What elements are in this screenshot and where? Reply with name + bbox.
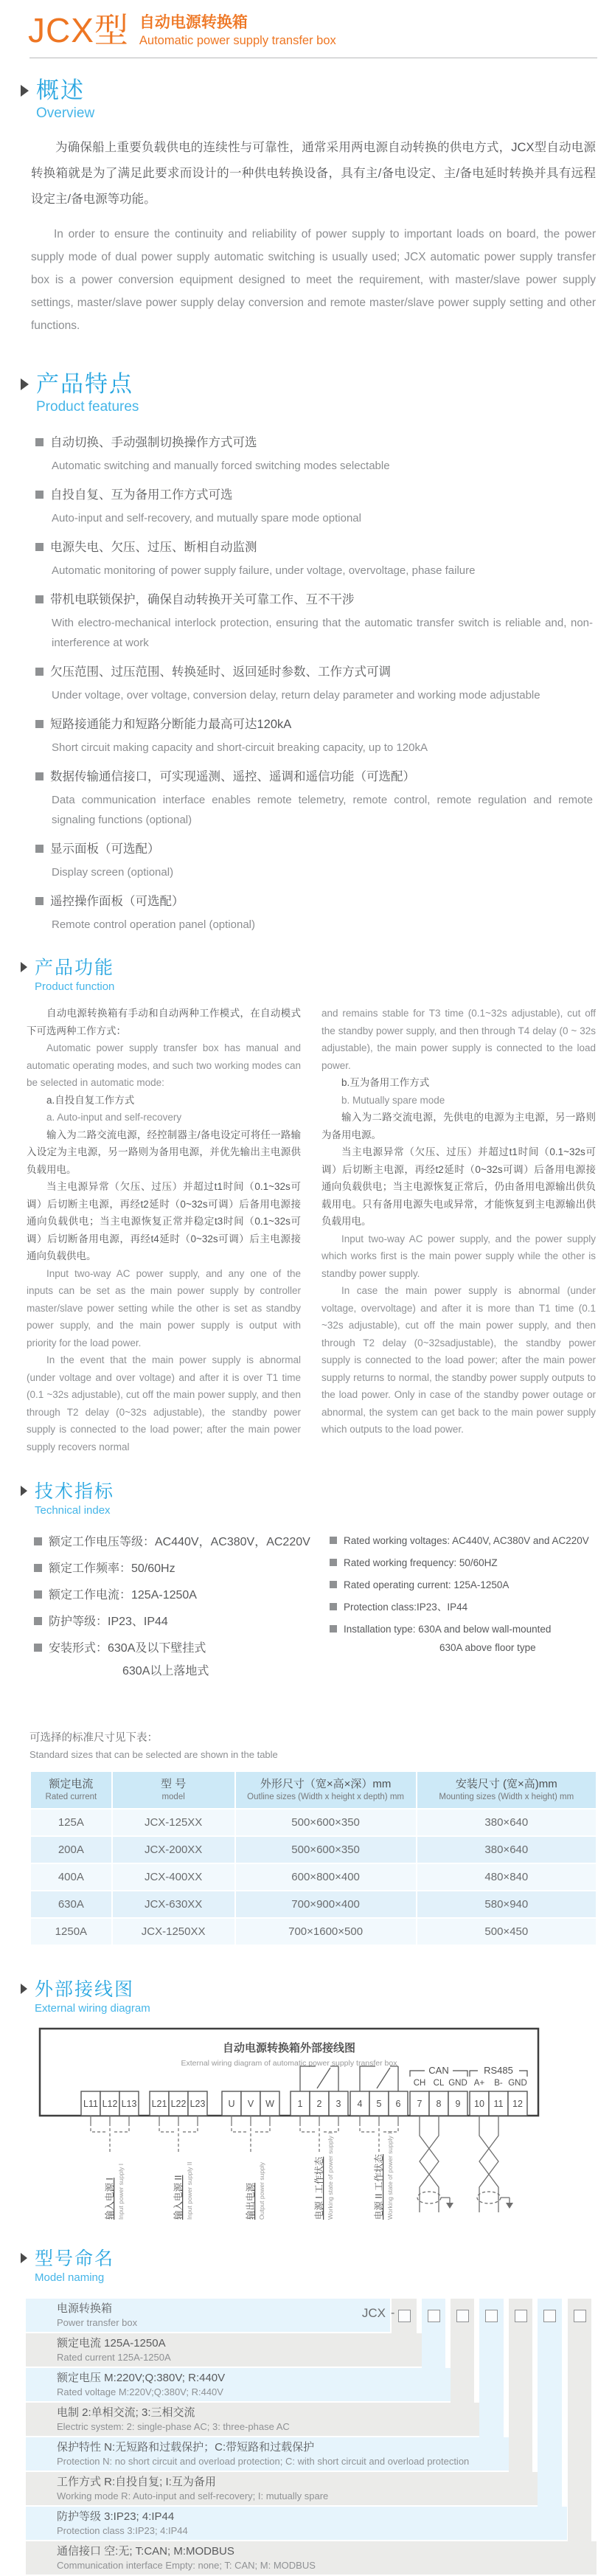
- section-arrow-icon: [21, 85, 29, 97]
- svg-text:L13: L13: [121, 2099, 137, 2109]
- feature-item: [50, 538, 596, 581]
- tech-item-text: 额定工作电压等级：AC440V，AC380V，AC220V: [49, 1536, 310, 1548]
- square-bullet-icon: [34, 1644, 42, 1652]
- group-bracket: [91, 2116, 398, 2153]
- svg-text:L11: L11: [83, 2099, 98, 2109]
- feature-text-en: Remote control operation panel (optional): [52, 918, 255, 931]
- feature-item: [50, 767, 596, 830]
- tech-item-text: Installation type: 630A and below wall-mounted: [344, 1624, 552, 1635]
- svg-text:L21: L21: [151, 2099, 167, 2109]
- product-model: JCX型: [28, 11, 129, 49]
- overview-heading-zh: 概述: [36, 77, 85, 103]
- code-column: [479, 2299, 504, 2471]
- function-paragraph: 输入为二路交流电源，经控制器主/备电设定可将任一路输入设定为主电源，另一路则为备用电源，并优先输出主电源供负载用电。: [27, 1129, 301, 1175]
- model-separator: -: [391, 2307, 395, 2319]
- code-box-icon: [398, 2310, 411, 2322]
- naming-row: 保护特性 N:无短路和过载保护；C:带短路和过载保护 Protection N: no short circuit and overload protection; C: with short circuit and overload protection: [26, 2437, 509, 2471]
- section-arrow-icon: [21, 1984, 27, 1994]
- function-left-column: [27, 1005, 301, 1455]
- square-bullet-icon: [330, 1603, 337, 1610]
- function-paragraph: Input two-way AC power supply, and the power supply which works first is the main power supply while the other is standby power supply.: [321, 1233, 596, 1279]
- table-header-row: [31, 1772, 596, 1808]
- function-paragraph: In case the main power supply is abnormal (under voltage, overvoltage) and after it is more than T1 time (0.1 ~32s adjustable), cut off the main power supply, and then through T2 delay (0~32sadjustable), the standby power supply is connected to the load power; after the main power supply returns to normal, the standby power supply outputs to the load power. Only in case of the standby power outage or abnormal, the system can get back to the main power supply which outputs to the load power.: [321, 1285, 596, 1435]
- feature-text-zh: 数据传输通信接口，可实现遥测、遥控、遥调和遥信功能（可选配）: [50, 770, 415, 783]
- function-paragraph: 自动电源转换箱有手动和自动两种工作模式，在自动模式下可选两种工作方式：: [27, 1008, 301, 1036]
- tech-item: [34, 1613, 329, 1631]
- function-paragraph: a. Auto-input and self-recovery: [46, 1112, 182, 1123]
- svg-text:U: U: [228, 2099, 235, 2109]
- square-bullet-icon: [34, 1537, 42, 1545]
- svg-text:1: 1: [297, 2099, 303, 2109]
- tech-item-text: Rated working frequency: 50/60HZ: [344, 1557, 498, 1568]
- tech-item: [34, 1586, 329, 1604]
- code-box-icon: [485, 2310, 498, 2322]
- svg-text:输出电源: 输出电源: [246, 2182, 256, 2220]
- square-bullet-icon: [34, 1590, 42, 1599]
- sizes-note-en: Standard sizes that can be selected are shown in the table: [29, 1749, 278, 1760]
- square-bullet-icon: [34, 1617, 42, 1625]
- naming-row: 工作方式 R:自投自复; I:互为备用 Working mode R: Auto-input and self-recovery; I: mutually spare: [26, 2472, 538, 2505]
- feature-item: [50, 433, 596, 476]
- feature-item: [50, 662, 596, 705]
- square-bullet-icon: [35, 438, 44, 446]
- wiring-heading-en: External wiring diagram: [35, 2002, 150, 2015]
- code-column: [509, 2299, 532, 2505]
- column-header: 安装尺寸 (宽×高)mm Mounting sizes (Width x height) mm: [417, 1772, 596, 1808]
- svg-text:电源 I 工作状态: 电源 I 工作状态: [314, 2156, 324, 2220]
- svg-text:电源 II 工作状态: 电源 II 工作状态: [374, 2154, 384, 2220]
- feature-item: [50, 839, 596, 882]
- svg-text:6: 6: [395, 2099, 401, 2109]
- overview-paragraph-zh: 为确保船上重要负载供电的连续性与可靠性，通常采用两电源自动转换的供电方式，JCX型自动电源转换箱就是为了满足此要求而设计的一种供电转换设备，具有主/备电设定、主/备电延时转换并具有远程设定主/备电源等功能。: [31, 141, 596, 206]
- tech-item-text: Rated operating current: 125A-1250A: [344, 1579, 510, 1590]
- feature-text-zh: 带机电联锁保护，确保自动转换开关可靠工作、互不干涉: [50, 593, 355, 606]
- table-row: 630A JCX-630XX 700×900×400 580×940: [31, 1891, 596, 1917]
- square-bullet-icon: [34, 1564, 42, 1572]
- tech-specs-zh: [34, 1533, 329, 1689]
- tech-item: [329, 1533, 594, 1548]
- svg-text:输入电源 I: 输入电源 I: [105, 2178, 115, 2220]
- page-header: [0, 0, 612, 49]
- feature-item: [50, 590, 596, 653]
- square-bullet-icon: [35, 897, 44, 905]
- tech-item-continuation: 630A above floor type: [439, 1642, 536, 1653]
- relay-contact-icon: [300, 2066, 398, 2091]
- tech-item-text: Rated working voltages: AC440V, AC380V and AC220V: [344, 1535, 589, 1546]
- feature-text-zh: 电源失电、欠压、过压、断相自动监测: [50, 541, 257, 554]
- code-column: [392, 2299, 417, 2366]
- square-bullet-icon: [35, 845, 44, 853]
- code-box-icon: [515, 2310, 527, 2322]
- code-box-icon: [456, 2310, 469, 2322]
- tech-item: [329, 1555, 594, 1571]
- code-column: [568, 2299, 591, 2575]
- feature-item: [50, 715, 596, 758]
- svg-text:输入电源 II: 输入电源 II: [173, 2175, 184, 2220]
- svg-text:7: 7: [417, 2099, 423, 2109]
- features-heading-en: Product features: [36, 399, 139, 415]
- model-naming-ladder: [26, 2299, 599, 2576]
- naming-heading-en: Model naming: [35, 2271, 105, 2284]
- table-row: 125A JCX-125XX 500×600×350 380×640: [31, 1810, 596, 1835]
- svg-text:CL: CL: [433, 2079, 445, 2088]
- tech-item: [34, 1533, 329, 1551]
- feature-text-en: Under voltage, over voltage, conversion delay, return delay parameter and working mode adjustable: [52, 689, 540, 702]
- svg-text:5: 5: [376, 2099, 382, 2109]
- section-function-heading: [21, 957, 612, 994]
- feature-text-zh: 欠压范围、过压范围、转换延时、返回延时参数、工作方式可调: [50, 665, 391, 679]
- column-header: 额定电流 Rated current: [31, 1772, 111, 1808]
- naming-row: 通信接口 空:无; T:CAN; M:MODBUS Communication interface Empty: none; T: CAN; M: MODBUS: [26, 2541, 597, 2575]
- svg-text:W: W: [265, 2099, 274, 2109]
- svg-text:12: 12: [512, 2099, 523, 2109]
- wiring-title-en: External wiring diagram of automatic power supply transfer box: [181, 2059, 397, 2068]
- code-box-icon: [574, 2310, 586, 2322]
- standard-sizes-table: [29, 1770, 597, 1946]
- section-tech-heading: [21, 1481, 612, 1518]
- features-heading-zh: 产品特点: [36, 371, 133, 397]
- product-titles: [139, 13, 336, 49]
- svg-text:Working state of power supply: Working state of power supply II: [386, 2130, 394, 2220]
- tech-heading-zh: 技术指标: [35, 1481, 115, 1502]
- table-row: 200A JCX-200XX 500×600×350 380×640: [31, 1837, 596, 1863]
- group-labels: [104, 2130, 394, 2220]
- naming-row: 防护等级 3:IP23; 4:IP44 Protection class 3:IP23; 4:IP44: [26, 2507, 567, 2540]
- square-bullet-icon: [35, 668, 44, 676]
- tech-item-text: 额定工作电流：125A-1250A: [49, 1589, 197, 1602]
- svg-text:Input power supply I: Input power supply I: [117, 2163, 125, 2220]
- svg-text:CH: CH: [413, 2079, 426, 2088]
- svg-text:11: 11: [493, 2099, 504, 2109]
- ground-icon: [446, 2203, 453, 2209]
- section-arrow-icon: [21, 1486, 27, 1496]
- square-bullet-icon: [330, 1625, 337, 1632]
- naming-row: 额定电流 125A-1250A Rated current 125A-1250A: [26, 2333, 422, 2366]
- svg-text:4: 4: [357, 2099, 363, 2109]
- feature-text-zh: 自动切换、手动强制切换操作方式可选: [50, 436, 257, 449]
- function-paragraph: b. Mutually spare mode: [341, 1094, 445, 1106]
- table-row: 400A JCX-400XX 600×800×400 480×840: [31, 1864, 596, 1890]
- function-paragraph: 输入为二路交流电源，先供电的电源为主电源，另一路则为备用电源。: [321, 1112, 596, 1140]
- feature-text-zh: 短路接通能力和短路分断能力最高可达120kA: [50, 718, 292, 731]
- ground-icon: [506, 2203, 513, 2209]
- svg-text:Output power supply: Output power supply: [258, 2162, 265, 2220]
- section-naming-heading: [21, 2248, 612, 2285]
- features-list: [50, 433, 596, 935]
- svg-text:9: 9: [455, 2099, 461, 2109]
- feature-text-en: Short circuit making capacity and short-circuit breaking capacity, up to 120kA: [52, 741, 428, 754]
- rs485-pin-labels: [474, 2079, 527, 2088]
- function-columns: [27, 1005, 596, 1455]
- tech-item: [329, 1599, 594, 1615]
- feature-text-en: Automatic monitoring of power supply failure, under voltage, overvoltage, phase failure: [52, 564, 476, 577]
- feature-text-zh: 显示面板（可选配）: [50, 842, 160, 856]
- svg-text:3: 3: [335, 2099, 341, 2109]
- code-box-icon: [428, 2310, 440, 2322]
- function-heading-zh: 产品功能: [35, 958, 115, 978]
- feature-text-zh: 自投自复、互为备用工作方式可选: [50, 488, 233, 502]
- twisted-pair-can: [417, 2116, 450, 2212]
- function-paragraph: 当主电源异常（欠压、过压）并超过t1时间（0.1~32s可调）后切断主电源，再经t2延时（0~32s可调）后备用电源接通向负载供电；当主电源恢复正常并稳定t3时间（0.1~32s可调）后切断备用电源，再经t4延时（0~32s可调）后主电源接通向负载供电。: [27, 1181, 301, 1261]
- square-bullet-icon: [35, 595, 44, 603]
- square-bullet-icon: [35, 772, 44, 780]
- product-title-zh: 自动电源转换箱: [139, 14, 248, 31]
- feature-text-zh: 遥控操作面板（可选配）: [50, 895, 184, 908]
- feature-text-en: Data communication interface enables remote telemetry, remote control, remote regulation and remote signaling functions (optional): [52, 794, 593, 826]
- can-pin-labels: [414, 2079, 467, 2088]
- section-features-heading: [21, 371, 612, 417]
- section-arrow-icon: [21, 378, 29, 390]
- tech-item-text: 防护等级：IP23、IP44: [49, 1616, 168, 1628]
- tech-heading-en: Technical index: [35, 1504, 111, 1517]
- code-column: [538, 2299, 562, 2540]
- tech-item-text: 安装形式：630A及以下壁挂式: [49, 1642, 206, 1655]
- svg-text:Input power supply II: Input power supply II: [186, 2161, 193, 2220]
- function-paragraph: and remains stable for T3 time (0.1~32s adjustable), cut off the standby power supply, and then through T4 delay (0 ~ 32s adjustable), the main power supply is connected to the load power.: [321, 1008, 596, 1071]
- function-paragraph: In the event that the main power supply is abnormal (under voltage and over voltage) and after it is over T1 time (0.1 ~32s adjustable), cut off the main power supply, and then through T2 delay (0~32s adjustable), the standby power supply is connected to the load power; after the main power supply recovers normal: [27, 1354, 301, 1453]
- square-bullet-icon: [35, 720, 44, 728]
- svg-text:GND: GND: [508, 2079, 527, 2088]
- square-bullet-icon: [330, 1581, 337, 1588]
- table-row: 1250A JCX-1250XX 700×1600×500 500×450: [31, 1919, 596, 1945]
- function-paragraph: b.互为备用工作方式: [341, 1077, 430, 1088]
- function-paragraph: Input two-way AC power supply, and any one of the inputs can be set as the main power supply by controller master/slave power setting while the other is set as standby power supply, and the main power supply is output with priority for the load power.: [27, 1267, 301, 1348]
- svg-text:GND: GND: [448, 2079, 467, 2088]
- feature-text-en: Automatic switching and manually forced switching modes selectable: [52, 460, 390, 472]
- tech-item: [34, 1639, 329, 1680]
- section-arrow-icon: [21, 962, 27, 972]
- svg-text:8: 8: [436, 2099, 442, 2109]
- rs485-label: RS485: [484, 2065, 513, 2076]
- tech-item: [34, 1559, 329, 1578]
- overview-heading-en: Overview: [36, 105, 95, 121]
- section-arrow-icon: [21, 2253, 27, 2263]
- model-prefix: JCX: [361, 2306, 386, 2320]
- wiring-diagram: [31, 2026, 547, 2227]
- svg-text:10: 10: [474, 2099, 484, 2109]
- svg-text:L23: L23: [189, 2099, 206, 2109]
- wiring-title-zh: 自动电源转换箱外部接线图: [222, 2042, 356, 2054]
- tech-specs-en: [329, 1533, 594, 1689]
- can-label: CAN: [428, 2065, 449, 2076]
- feature-item: [50, 892, 596, 935]
- svg-text:V: V: [247, 2099, 254, 2109]
- tech-item-continuation: 630A以上落地式: [122, 1665, 209, 1677]
- square-bullet-icon: [330, 1537, 337, 1544]
- svg-text:A+: A+: [473, 2079, 485, 2088]
- feature-item: [50, 485, 596, 528]
- svg-text:L22: L22: [170, 2099, 187, 2109]
- function-paragraph: Automatic power supply transfer box has manual and automatic operating modes, and such two working modes can be selected in automatic mode:: [27, 1042, 301, 1088]
- svg-text:Working state of power supply: Working state of power supply I: [327, 2132, 334, 2220]
- square-bullet-icon: [330, 1559, 337, 1566]
- column-header: 型 号 model: [113, 1772, 234, 1808]
- function-heading-en: Product function: [35, 980, 115, 993]
- naming-row: 电源转换箱 Power transfer box: [26, 2299, 390, 2332]
- svg-text:2: 2: [316, 2099, 322, 2109]
- section-overview-heading: [21, 77, 612, 123]
- function-paragraph: 当主电源异常（欠压、过压）并超过t1时间（0.1~32s可调）后切断主电源，再经t2延时（0~32s可调）后备用电源接通向负载供电；当主电源恢复正常后，仍由备用电源输出供负载用电。只有备用电源失电或异常，才能恢复到主电源输出供负载用电。: [321, 1146, 596, 1227]
- sizes-note-zh: 可选择的标准尺寸见下表：: [29, 1732, 158, 1744]
- tech-item: [329, 1621, 594, 1655]
- feature-text-en: Display screen (optional): [52, 866, 174, 879]
- naming-heading-zh: 型号命名: [35, 2248, 115, 2269]
- tech-item-text: Protection class:IP23、IP44: [344, 1602, 468, 1613]
- tech-item-text: 额定工作频率：50/60Hz: [49, 1562, 175, 1575]
- product-title-en: Automatic power supply transfer box: [139, 34, 336, 47]
- naming-row: 电制 2:单相交流; 3:三相交流 Electric system: 2: single-phase AC; 3: three-phase AC: [26, 2403, 479, 2436]
- tech-item: [329, 1577, 594, 1593]
- feature-text-en: With electro-mechanical interlock protection, ensuring that the automatic transfer switch is reliable and, non-interference at work: [52, 617, 593, 649]
- function-right-column: [321, 1005, 596, 1455]
- function-paragraph: a.自投自复工作方式: [46, 1094, 135, 1106]
- svg-text:B-: B-: [494, 2079, 503, 2088]
- twisted-pair-rs485: [477, 2116, 510, 2212]
- wiring-heading-zh: 外部接线图: [35, 1979, 135, 2000]
- feature-text-en: Auto-input and self-recovery, and mutually spare mode optional: [52, 512, 361, 524]
- section-wiring-heading: [21, 1978, 612, 2016]
- tech-specs: [34, 1533, 597, 1689]
- column-header: 外形尺寸（宽×高×深）mm Outline sizes (Width x height x depth) mm: [236, 1772, 416, 1808]
- overview-paragraph-en: In order to ensure the continuity and reliability of power supply to important loads on board, the power supply mode of dual power supply automatic switching is usually used; JCX automatic power supply transfer box is a power conversion equipment designed to meet the requirement, with master/slave power supply settings, master/slave power supply delay conversion and remote master/slave power supply setting and other functions.: [31, 228, 596, 332]
- square-bullet-icon: [35, 543, 44, 551]
- svg-text:L12: L12: [102, 2099, 118, 2109]
- naming-row: 额定电压 M:220V;Q:380V; R:440V Rated voltage M:220V;Q:380V; R:440V: [26, 2368, 451, 2401]
- code-box-icon: [543, 2310, 556, 2322]
- square-bullet-icon: [35, 491, 44, 499]
